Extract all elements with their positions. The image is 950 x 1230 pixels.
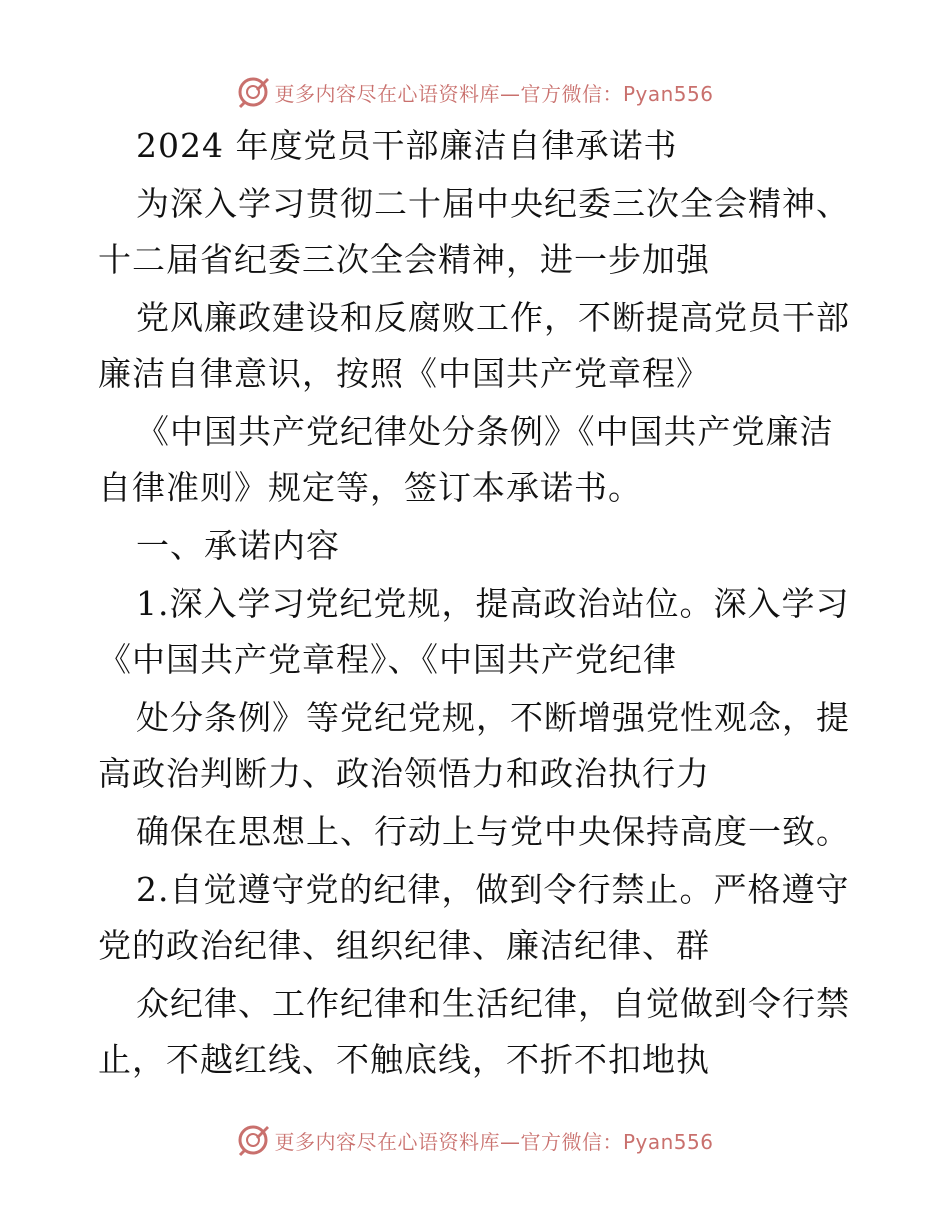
document-title: 2024 年度党员干部廉洁自律承诺书 [136, 126, 678, 165]
paragraph-line: 党风廉政建设和反腐败工作，不断提高党员干部 [136, 298, 850, 337]
paragraph-line: 廉洁自律意识，按照《中国共产党章程》 [98, 354, 710, 393]
watermark-text: 更多内容尽在心语资料库 [274, 1129, 500, 1154]
paragraph-line: 1.深入学习党纪党规，提高政治站位。深入学习 [136, 584, 850, 623]
watermark-banner-bottom [0, 1120, 950, 1160]
paragraph-line: 众纪律、工作纪律和生活纪律，自觉做到令行禁 [136, 984, 850, 1023]
section-heading: 一、承诺内容 [136, 526, 340, 565]
paragraph-line: 确保在思想上、行动上与党中央保持高度一致。 [136, 812, 850, 851]
paragraph-line: 高政治判断力、政治领悟力和政治执行力 [98, 754, 710, 793]
paragraph-line: 党的政治纪律、组织纪律、廉洁纪律、群 [98, 926, 710, 965]
watermark-separator: — [499, 1129, 521, 1154]
paragraph-line: 处分条例》等党纪党规，不断增强党性观念，提 [136, 698, 850, 737]
paragraph-line: 《中国共产党章程》、《中国共产党纪律 [98, 640, 677, 679]
watermark-contact: 官方微信：Pyan556 [520, 1129, 714, 1154]
paragraph-line: 为深入学习贯彻二十届中央纪委三次全会精神、 [136, 184, 850, 223]
paragraph-line: 自律准则》规定等，签订本承诺书。 [98, 468, 642, 507]
watermark-separator: — [499, 81, 521, 106]
paragraph-line: 止，不越红线、不触底线，不折不扣地执 [98, 1040, 710, 1079]
paragraph-line: 《中国共产党纪律处分条例》《中国共产党廉洁 [136, 412, 834, 451]
watermark-banner-top [0, 72, 950, 112]
pen-logo-icon [236, 75, 270, 109]
pen-logo-icon [236, 1123, 270, 1157]
watermark-contact: 官方微信：Pyan556 [520, 81, 714, 106]
paragraph-line: 十二届省纪委三次全会精神，进一步加强 [98, 240, 710, 279]
watermark-text: 更多内容尽在心语资料库 [274, 81, 500, 106]
paragraph-line: 2.自觉遵守党的纪律，做到令行禁止。严格遵守 [136, 870, 850, 909]
